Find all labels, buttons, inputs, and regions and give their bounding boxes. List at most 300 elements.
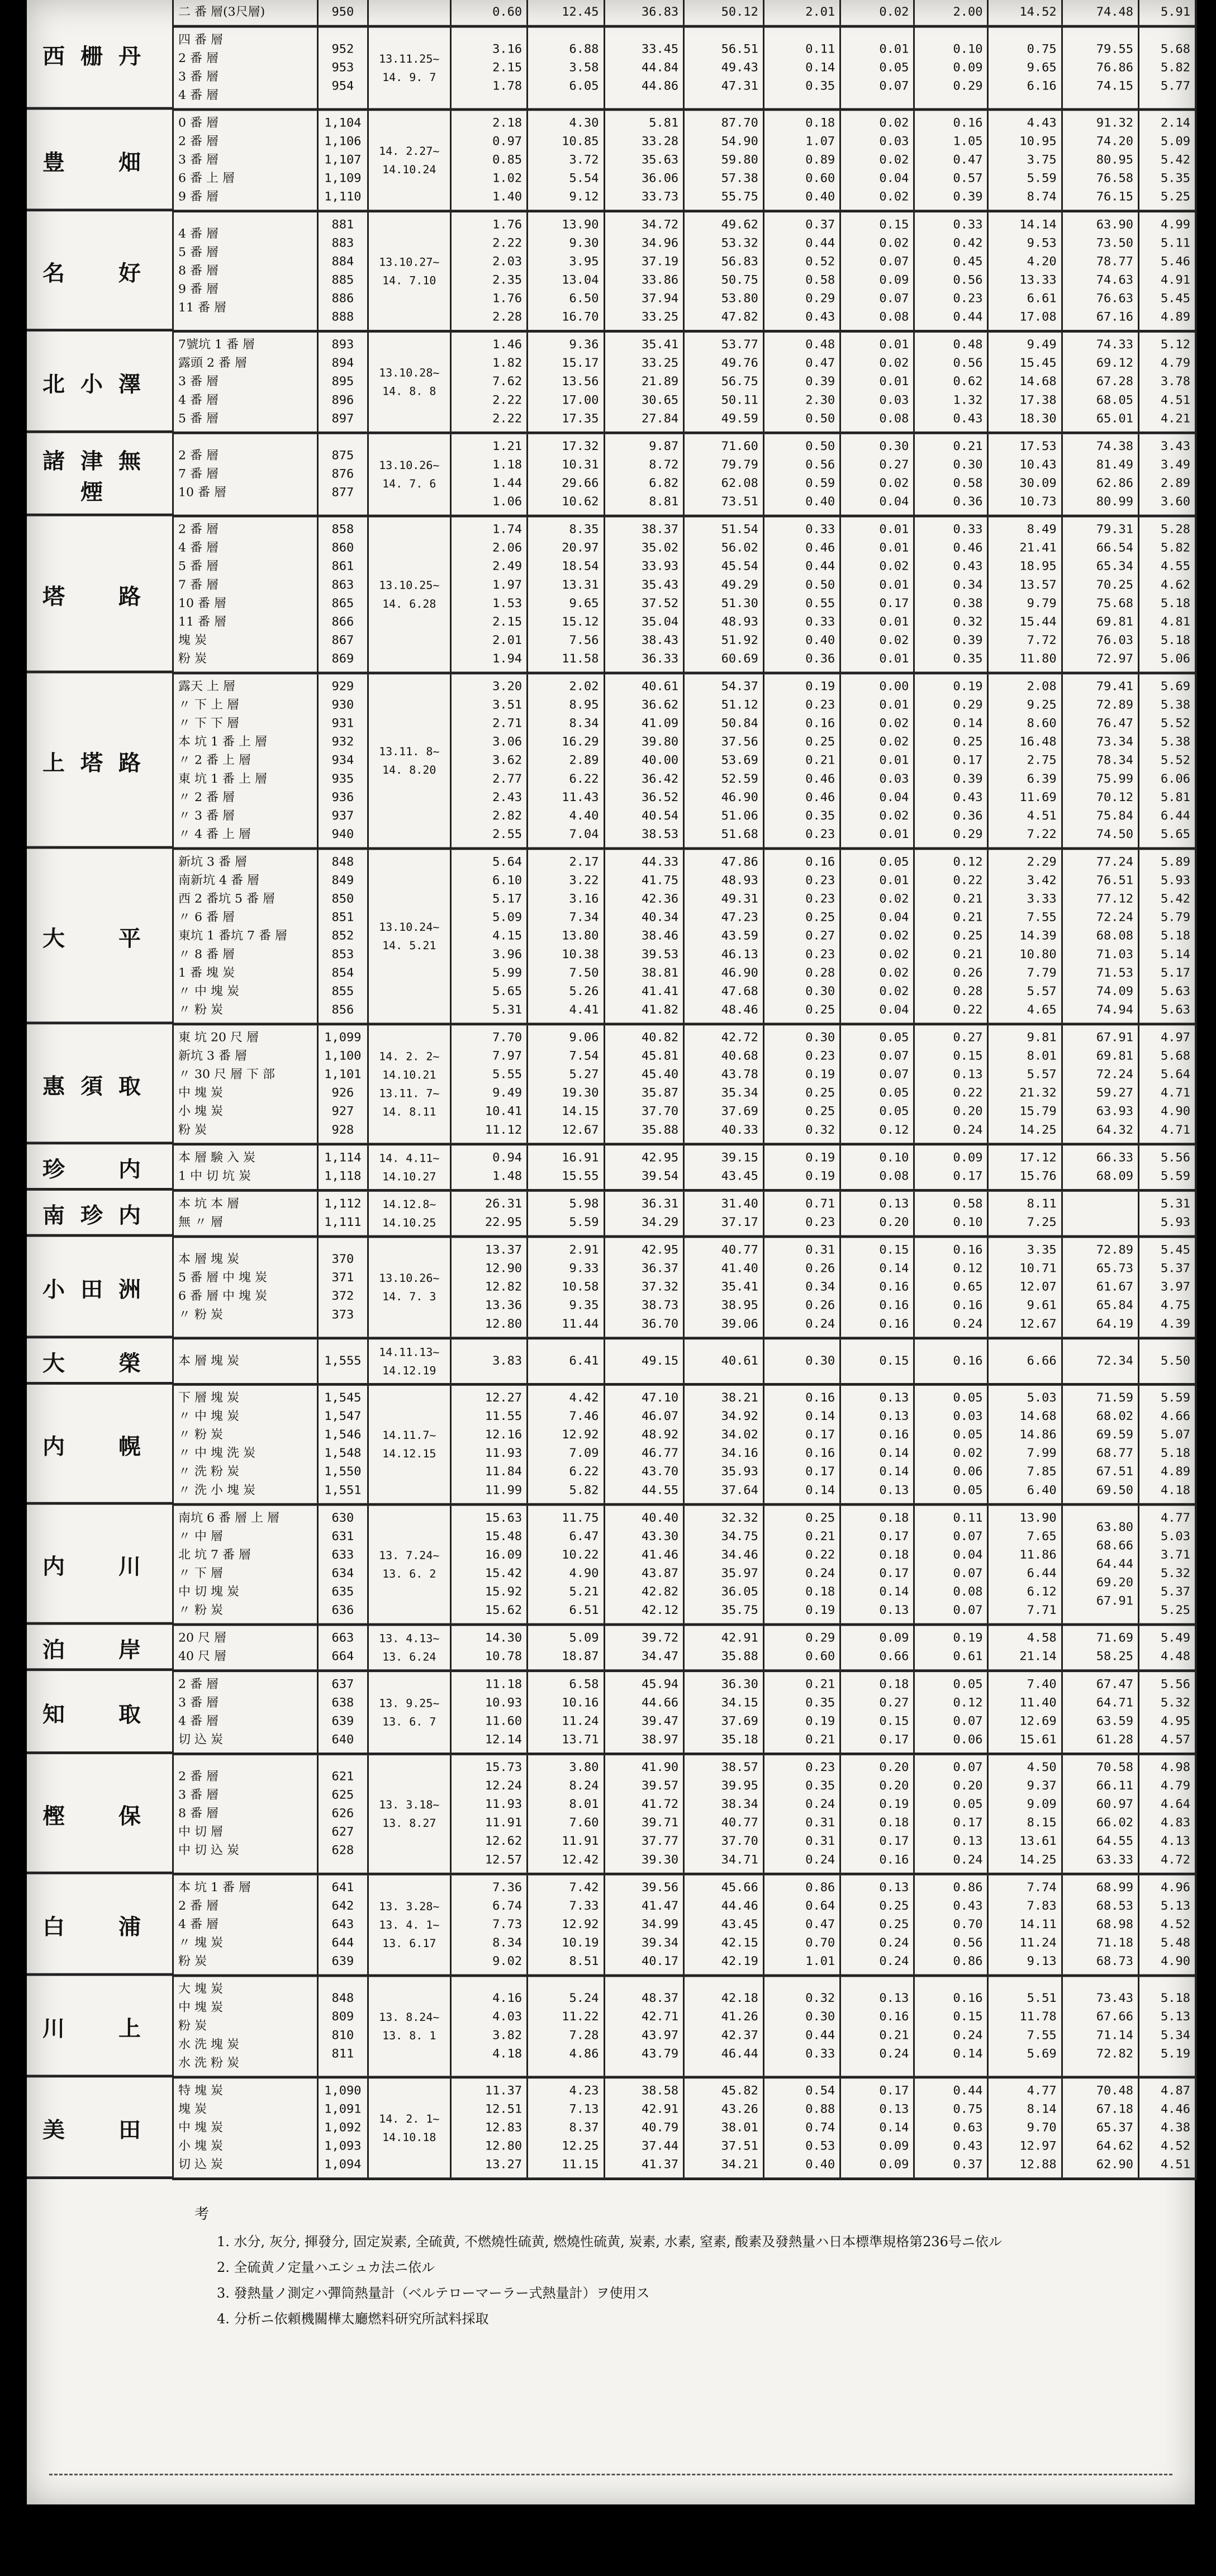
sampling-date-cell: 14.11.7~ 14.12.15 (368, 1384, 450, 1504)
site-name-label: 珍 内 (42, 1156, 156, 1182)
table-row (173, 211, 1195, 332)
analysis-value-cell: 5.49 4.48 (1138, 1625, 1195, 1671)
analysis-value-cell: 0.33 0.46 0.43 0.34 0.38 0.32 0.39 0.35 (914, 516, 988, 673)
analysis-value-cell: 0.17 0.13 0.14 0.09 0.09 (840, 2077, 914, 2179)
site-divider (27, 1382, 172, 1385)
site-divider (27, 329, 172, 332)
analysis-value-cell: 0.15 (840, 1338, 914, 1385)
sample-layer-cell: 0 番 層 2 番 層 3 番 層 6 番 上 層 9 番 層 (173, 110, 318, 211)
analysis-value-cell: 0.16 0.15 0.24 0.14 (914, 1976, 988, 2077)
analysis-value-cell: 15.73 12.24 11.93 11.91 12.62 12.57 (450, 1754, 527, 1874)
analysis-value-cell: 42.95 36.37 37.32 38.73 36.70 (604, 1237, 684, 1338)
analysis-value-cell: 2.29 3.42 3.33 7.55 14.39 10.80 7.79 5.57 4.65 (988, 849, 1062, 1024)
table-row (173, 1237, 1195, 1338)
analysis-value-cell: 40.40 43.30 41.46 43.87 42.82 42.12 (604, 1504, 684, 1625)
analysis-value-cell: 0.48 0.56 0.62 1.32 0.43 (914, 331, 988, 433)
analysis-value-cell: 0.05 0.07 0.07 0.05 0.05 0.12 (840, 1024, 914, 1144)
analysis-value-cell: 11.37 12.51 12.83 12.80 13.27 (450, 2077, 527, 2179)
analysis-value-cell: 49.62 53.32 56.83 50.75 53.80 47.82 (684, 211, 764, 332)
site-name-label: 南珍内 (42, 1202, 156, 1228)
analysis-value-cell: 3.43 3.49 2.89 3.60 (1138, 433, 1195, 516)
analysis-table-frame (27, 0, 1197, 2180)
sample-layer-cell: 2 番 層 4 番 層 5 番 層 7 番 層 10 番 層 11 番 層 塊 炭 粉 炭 (173, 516, 318, 673)
sampling-date-cell: 13. 3.28~ 13. 4. 1~ 13. 6.17 (368, 1874, 450, 1976)
sample-number-cell: 881 883 884 885 886 888 (317, 211, 368, 332)
site-name-label: 泊 岸 (42, 1636, 156, 1663)
analysis-value-cell: 5.56 5.59 (1138, 1144, 1195, 1191)
sample-number-cell: 952 953 954 (317, 26, 368, 110)
sample-layer-cell: 露天 上 層 〃 下 上 層 〃 下 下 層 本 坑 1 番 上 層 〃 2 番 上 層 東 坑 1 番 上 層 〃 2 番 層 〃 3 番 層 〃 4 番 上 層 (173, 673, 318, 849)
sampling-date-cell: 14.11.13~ 14.12.19 (368, 1338, 450, 1385)
analysis-value-cell: 0.00 0.01 0.02 0.02 0.01 0.03 0.04 0.02 0.01 (840, 673, 914, 849)
analysis-value-cell: 48.37 42.71 43.97 43.79 (604, 1976, 684, 2077)
analysis-value-cell: 0.58 0.10 (914, 1190, 988, 1237)
sampling-date-cell: 13.11. 8~ 14. 8.20 (368, 673, 450, 849)
analysis-value-cell: 0.11 0.14 0.35 (763, 26, 840, 110)
analysis-value-cell: 4.77 8.14 9.70 12.97 12.88 (988, 2077, 1062, 2179)
analysis-value-cell: 7.74 7.83 14.11 11.24 9.13 (988, 1874, 1062, 1976)
analysis-value-cell: 45.94 44.66 39.47 38.97 (604, 1671, 684, 1754)
analysis-value-cell: 4.96 5.13 4.52 5.48 4.90 (1138, 1874, 1195, 1976)
table-row (173, 1144, 1195, 1191)
analysis-value-cell: 74.38 81.49 62.86 80.99 (1062, 433, 1138, 516)
table-row (173, 0, 1195, 26)
analysis-value-cell: 70.48 67.18 65.37 64.62 62.90 (1062, 2077, 1138, 2179)
sample-layer-cell: 2 番 層 7 番 層 10 番 層 (173, 433, 318, 516)
analysis-value-cell: 5.51 11.78 7.55 5.69 (988, 1976, 1062, 2077)
note-line-1: 1. 水分, 灰分, 揮發分, 固定炭素, 全硫黄, 不燃燒性硫黄, 燃燒性硫黄, 炭素, 水素, 窒素, 酸素及發熱量ハ日本標準規格第236号ニ依ル (217, 2234, 1002, 2250)
site-name-label: 内 川 (42, 1554, 156, 1579)
analysis-value-cell: 0.02 (840, 0, 914, 26)
analysis-value-cell: 47.86 48.93 49.31 47.23 43.59 46.13 46.90 47.68 48.46 (684, 849, 764, 1024)
analysis-value-cell: 72.89 65.73 61.67 65.84 64.19 (1062, 1237, 1138, 1338)
analysis-value-cell: 79.41 72.89 76.47 73.34 78.34 75.99 70.12 75.84 74.50 (1062, 673, 1138, 849)
site-divider (27, 1973, 172, 1976)
analysis-value-cell: 77.24 76.51 77.12 72.24 68.08 71.03 71.53 74.09 74.94 (1062, 849, 1138, 1024)
analysis-value-cell: 14.14 9.53 4.20 13.33 6.61 17.08 (988, 211, 1062, 332)
sample-layer-cell: 2 番 層 3 番 層 4 番 層 切 込 炭 (173, 1671, 318, 1754)
analysis-value-cell: 0.60 (450, 0, 527, 26)
coal-analysis-table (172, 0, 1195, 2180)
analysis-value-cell: 11.18 10.93 11.60 12.14 (450, 1671, 527, 1754)
analysis-value-cell: 51.54 56.02 45.54 49.29 51.30 48.93 51.92 60.69 (684, 516, 764, 673)
site-name-label: 知 取 (42, 1701, 156, 1727)
note-line-2: 2. 全硫黄ノ定量ハエシュカ法ニ依ル (217, 2260, 435, 2275)
analysis-value-cell: 71.59 68.02 69.59 68.77 67.51 69.50 (1062, 1384, 1138, 1504)
analysis-value-cell: 5.64 6.10 5.17 5.09 4.15 3.96 5.99 5.65 5.31 (450, 849, 527, 1024)
table-row (173, 1024, 1195, 1144)
sample-number-cell: 950 (317, 0, 368, 26)
table-row (173, 1671, 1195, 1754)
site-divider (27, 1188, 172, 1191)
analysis-value-cell: 36.30 34.15 37.69 35.18 (684, 1671, 764, 1754)
analysis-value-cell: 6.58 10.16 11.24 13.71 (528, 1671, 604, 1754)
analysis-value-cell: 5.89 5.93 5.42 5.79 5.18 5.14 5.17 5.63 5.63 (1138, 849, 1195, 1024)
analysis-value-cell: 50.12 (684, 0, 764, 26)
site-name-label: 美 田 (42, 2117, 156, 2143)
analysis-value-cell: 4.98 4.79 4.64 4.83 4.13 4.72 (1138, 1754, 1195, 1874)
sampling-date-cell: 14. 2. 2~ 14.10.21 13.11. 7~ 14. 8.11 (368, 1024, 450, 1144)
analysis-value-cell: 3.35 10.71 12.07 9.61 12.67 (988, 1237, 1062, 1338)
analysis-value-cell: 0.18 1.07 0.89 0.60 0.40 (763, 110, 840, 211)
site-divider (27, 1872, 172, 1874)
analysis-value-cell: 12.27 11.55 12.16 11.93 11.84 11.99 (450, 1384, 527, 1504)
analysis-value-cell: 0.09 0.17 (914, 1144, 988, 1191)
site-name-label: 小田洲 (42, 1276, 156, 1303)
analysis-value-cell: 2.02 8.95 8.34 16.29 2.89 6.22 11.43 4.40 7.04 (528, 673, 604, 849)
analysis-value-cell: 0.19 0.19 (763, 1144, 840, 1191)
analysis-value-cell: 45.66 44.46 43.45 42.15 42.19 (684, 1874, 764, 1976)
site-divider (27, 1142, 172, 1144)
sampling-date-cell: 14.12.8~ 14.10.25 (368, 1190, 450, 1237)
analysis-value-cell: 0.11 0.07 0.04 0.07 0.08 0.07 (914, 1504, 988, 1625)
analysis-value-cell: 70.58 66.11 60.97 66.02 64.55 63.33 (1062, 1754, 1138, 1874)
table-row (173, 1190, 1195, 1237)
analysis-value-cell: 0.31 0.26 0.34 0.26 0.24 (763, 1237, 840, 1338)
site-divider (27, 1022, 172, 1025)
site-name-label: 内 幌 (42, 1433, 156, 1460)
analysis-value-cell: 9.06 7.54 5.27 19.30 14.15 12.67 (528, 1024, 604, 1144)
sample-number-cell: 641 642 643 644 639 (317, 1874, 368, 1976)
table-row (173, 849, 1195, 1024)
analysis-value-cell: 0.18 0.17 0.18 0.17 0.14 0.13 (840, 1504, 914, 1625)
analysis-value-cell: 0.01 0.02 0.01 0.03 0.08 (840, 331, 914, 433)
analysis-value-cell: 0.32 0.30 0.44 0.33 (763, 1976, 840, 2077)
analysis-value-cell: 0.27 0.15 0.13 0.22 0.20 0.24 (914, 1024, 988, 1144)
analysis-value-cell: 91.32 74.20 80.95 76.58 76.15 (1062, 110, 1138, 211)
analysis-value-cell: 0.15 0.14 0.16 0.16 0.16 (840, 1237, 914, 1338)
analysis-value-cell: 42.18 41.26 42.37 46.44 (684, 1976, 764, 2077)
sampling-date-cell: 13. 9.25~ 13. 6. 7 (368, 1671, 450, 1754)
sample-number-cell: 1,545 1,547 1,546 1,548 1,550 1,551 (317, 1384, 368, 1504)
analysis-value-cell: 79.31 66.54 65.34 70.25 75.68 69.81 76.03 72.97 (1062, 516, 1138, 673)
analysis-value-cell: 68.99 68.53 68.98 71.18 68.73 (1062, 1874, 1138, 1976)
analysis-value-cell: 9.87 8.72 6.82 8.81 (604, 433, 684, 516)
site-name-label: 豊 畑 (42, 149, 156, 176)
sampling-date-cell: 13. 7.24~ 13. 6. 2 (368, 1504, 450, 1625)
analysis-value-cell: 6.88 3.58 6.05 (528, 26, 604, 110)
analysis-value-cell: 4.50 9.37 9.09 8.15 13.61 14.25 (988, 1754, 1062, 1874)
analysis-value-cell: 5.98 5.59 (528, 1190, 604, 1237)
analysis-value-cell: 5.24 11.22 7.28 4.86 (528, 1976, 604, 2077)
analysis-value-cell: 63.90 73.50 78.77 74.63 76.63 67.16 (1062, 211, 1138, 332)
analysis-value-cell: 42.91 35.88 (684, 1625, 764, 1671)
analysis-value-cell: 5.59 4.66 5.07 5.18 4.89 4.18 (1138, 1384, 1195, 1504)
analysis-value-cell: 73.43 67.66 71.14 72.82 (1062, 1976, 1138, 2077)
analysis-value-cell: 9.49 15.45 14.68 17.38 18.30 (988, 331, 1062, 433)
sample-layer-cell: 二 番 層(3尺層) (173, 0, 318, 26)
sample-number-cell: 875 876 877 (317, 433, 368, 516)
analysis-value-cell: 5.69 5.38 5.52 5.38 5.52 6.06 5.81 6.44 5.65 (1138, 673, 1195, 849)
note-line-4: 4. 分析ニ依頼機關樺太廳燃料研究所試料採取 (217, 2311, 489, 2327)
site-name-label: 諸津無煙 (42, 448, 156, 505)
site-name-label: 川 上 (42, 2015, 156, 2042)
analysis-value-cell: 0.54 0.88 0.74 0.53 0.40 (763, 2077, 840, 2179)
analysis-value-cell: 4.58 21.14 (988, 1625, 1062, 1671)
table-row (173, 2077, 1195, 2179)
analysis-value-cell: 2.00 (914, 0, 988, 26)
analysis-value-cell: 34.72 34.96 37.19 33.86 37.94 33.25 (604, 211, 684, 332)
analysis-value-cell: 0.30 (763, 1338, 840, 1385)
document-sheet (27, 0, 1195, 2504)
analysis-value-cell: 2.14 5.09 5.42 5.35 5.25 (1138, 110, 1195, 211)
analysis-value-cell: 9.81 8.01 5.57 21.32 15.79 14.25 (988, 1024, 1062, 1144)
analysis-value-cell: 5.91 (1138, 0, 1195, 26)
site-divider (27, 1622, 172, 1625)
analysis-value-cell: 0.02 0.03 0.02 0.04 0.02 (840, 110, 914, 211)
analysis-value-cell: 36.31 34.29 (604, 1190, 684, 1237)
table-row (173, 1338, 1195, 1385)
analysis-value-cell: 0.13 0.13 0.16 0.14 0.14 0.13 (840, 1384, 914, 1504)
sample-layer-cell: 南坑 6 番 層 上 層 〃 中 層 北 坑 7 番 層 〃 下 層 中 切 塊 炭 〃 粉 炭 (173, 1504, 318, 1625)
analysis-value-cell: 56.51 49.43 47.31 (684, 26, 764, 110)
analysis-value-cell: 17.53 10.43 30.09 10.73 (988, 433, 1062, 516)
analysis-value-cell: 8.11 7.25 (988, 1190, 1062, 1237)
analysis-value-cell: 41.90 39.57 41.72 39.71 37.77 39.30 (604, 1754, 684, 1874)
analysis-value-cell: 72.34 (1062, 1338, 1138, 1385)
analysis-value-cell: 0.94 1.48 (450, 1144, 527, 1191)
sampling-date-cell: 13.11.25~ 14. 9. 7 (368, 26, 450, 110)
site-divider (27, 514, 172, 517)
analysis-value-cell: 0.16 (914, 1338, 988, 1385)
site-name-label: 北小澤 (42, 371, 156, 397)
analysis-value-cell: 13.90 9.30 3.95 13.04 6.50 16.70 (528, 211, 604, 332)
analysis-value-cell: 14.30 10.78 (450, 1625, 527, 1671)
sampling-date-cell: 14. 2. 1~ 14.10.18 (368, 2077, 450, 2179)
analysis-value-cell: 0.16 0.23 0.23 0.25 0.27 0.23 0.28 0.30 0.25 (763, 849, 840, 1024)
site-divider (27, 1234, 172, 1237)
analysis-value-cell: 47.10 46.07 48.92 46.77 43.70 44.55 (604, 1384, 684, 1504)
site-name-label: 大 榮 (42, 1350, 156, 1376)
analysis-value-cell: 0.09 0.66 (840, 1625, 914, 1671)
analysis-value-cell: 0.50 0.56 0.59 0.40 (763, 433, 840, 516)
analysis-value-cell: 5.68 5.82 5.77 (1138, 26, 1195, 110)
analysis-value-cell: 3.20 3.51 2.71 3.06 3.62 2.77 2.43 2.82 2.55 (450, 673, 527, 849)
site-name-label: 白 浦 (42, 1914, 156, 1940)
table-row (173, 1874, 1195, 1976)
analysis-value-cell: 33.45 44.84 44.86 (604, 26, 684, 110)
analysis-value-cell: 36.83 (604, 0, 684, 26)
analysis-value-cell: 0.71 0.23 (763, 1190, 840, 1237)
table-row (173, 1384, 1195, 1504)
analysis-value-cell: 5.50 (1138, 1338, 1195, 1385)
site-divider (27, 209, 172, 211)
analysis-value-cell: 0.13 0.25 0.25 0.24 0.24 (840, 1874, 914, 1976)
analysis-value-cell: 0.13 0.20 (840, 1190, 914, 1237)
sample-layer-cell: 20 尺 層 40 尺 層 (173, 1625, 318, 1671)
analysis-value-cell: 0.13 0.16 0.21 0.24 (840, 1976, 914, 2077)
analysis-value-cell: 7.42 7.33 12.92 10.19 8.51 (528, 1874, 604, 1976)
sample-layer-cell: 本 層 塊 炭 (173, 1338, 318, 1385)
site-name-label: 名 好 (42, 260, 156, 286)
analysis-value-cell: 4.30 10.85 3.72 5.54 9.12 (528, 110, 604, 211)
analysis-value-cell: 5.09 18.87 (528, 1625, 604, 1671)
analysis-value-cell: 0.01 0.05 0.07 (840, 26, 914, 110)
sample-number-cell: 1,114 1,118 (317, 1144, 368, 1191)
analysis-value-cell: 0.33 0.46 0.44 0.50 0.55 0.33 0.40 0.36 (763, 516, 840, 673)
analysis-value-cell: 5.31 5.93 (1138, 1190, 1195, 1237)
analysis-value-cell: 40.82 45.81 45.40 35.87 37.70 35.88 (604, 1024, 684, 1144)
analysis-value-cell: 0.86 0.64 0.47 0.70 1.01 (763, 1874, 840, 1976)
sample-layer-cell: 下 層 塊 炭 〃 中 塊 炭 〃 粉 炭 〃 中 塊 洗 炭 〃 洗 粉 炭 〃 洗 小 塊 炭 (173, 1384, 318, 1504)
sample-number-cell: 663 664 (317, 1625, 368, 1671)
sampling-date-cell: 13. 4.13~ 13. 6.24 (368, 1625, 450, 1671)
analysis-value-cell: 35.41 33.25 21.89 30.65 27.84 (604, 331, 684, 433)
analysis-value-cell: 0.10 0.08 (840, 1144, 914, 1191)
sampling-date-cell: 13. 3.18~ 13. 8.27 (368, 1754, 450, 1874)
analysis-value-cell: 63.80 68.66 64.44 69.20 67.91 (1062, 1504, 1138, 1625)
analysis-value-cell: 6.41 (528, 1338, 604, 1385)
sampling-date-cell: 13.10.25~ 14. 6.28 (368, 516, 450, 673)
analysis-value-cell: 0.19 0.23 0.16 0.25 0.21 0.46 0.46 0.35 0.23 (763, 673, 840, 849)
analysis-value-cell: 2.01 (763, 0, 840, 26)
analysis-value-cell: 71.60 79.79 62.08 73.51 (684, 433, 764, 516)
analysis-value-cell: 32.32 34.75 34.46 35.97 36.05 35.75 (684, 1504, 764, 1625)
analysis-value-cell: 39.15 43.45 (684, 1144, 764, 1191)
sample-number-cell: 370 371 372 373 (317, 1237, 368, 1338)
note-line-3: 3. 發熱量ノ測定ハ彈筒熱量計（ベルテローマーラー式熱量計）ヲ使用ス (217, 2285, 650, 2301)
analysis-value-cell: 31.40 37.17 (684, 1190, 764, 1237)
analysis-value-cell: 0.25 0.21 0.22 0.24 0.18 0.19 (763, 1504, 840, 1625)
notes-section (194, 2203, 1178, 2332)
analysis-value-cell: 0.23 0.35 0.24 0.31 0.31 0.24 (763, 1754, 840, 1874)
sample-layer-cell: 4 番 層 5 番 層 8 番 層 9 番 層 11 番 層 (173, 211, 318, 332)
sample-number-cell: 630 631 633 634 635 636 (317, 1504, 368, 1625)
analysis-value-cell: 5.18 5.13 5.34 5.19 (1138, 1976, 1195, 2077)
analysis-value-cell: 4.99 5.11 5.46 4.91 5.45 4.89 (1138, 211, 1195, 332)
sample-number-cell: 1,112 1,111 (317, 1190, 368, 1237)
table-row (173, 110, 1195, 211)
table-row (173, 1976, 1195, 2077)
sample-layer-cell: 2 番 層 3 番 層 8 番 層 中 切 層 中 切 込 炭 (173, 1754, 318, 1874)
analysis-value-cell: 0.16 0.12 0.65 0.16 0.24 (914, 1237, 988, 1338)
sample-number-cell: 929 930 931 932 934 935 936 937 940 (317, 673, 368, 849)
analysis-value-cell: 3.80 8.24 8.01 7.60 11.91 12.42 (528, 1754, 604, 1874)
analysis-value-cell: 45.82 43.26 38.01 37.51 34.21 (684, 2077, 764, 2179)
site-divider (27, 846, 172, 849)
sampling-date-cell (368, 0, 450, 26)
sample-layer-cell: 四 番 層 2 番 層 3 番 層 4 番 層 (173, 26, 318, 110)
analysis-value-cell: 0.20 0.20 0.19 0.18 0.17 0.16 (840, 1754, 914, 1874)
analysis-value-cell: 0.21 0.35 0.19 0.21 (763, 1671, 840, 1754)
analysis-value-cell: 40.77 41.40 35.41 38.95 39.06 (684, 1237, 764, 1338)
sampling-date-cell: 14. 2.27~ 14.10.24 (368, 110, 450, 211)
page-bottom-rule (49, 2474, 1172, 2475)
sampling-date-cell: 13.10.27~ 14. 7.10 (368, 211, 450, 332)
sampling-date-cell: 13.10.26~ 14. 7. 6 (368, 433, 450, 516)
analysis-value-cell: 7.36 6.74 7.73 8.34 9.02 (450, 1874, 527, 1976)
sample-number-cell: 848 849 850 851 852 853 854 855 856 (317, 849, 368, 1024)
analysis-value-cell: 12.45 (528, 0, 604, 26)
sample-layer-cell: 東 坑 20 尺 層 新坑 3 番 層 〃 30 尺 層 下 部 中 塊 炭 小 塊 炭 粉 炭 (173, 1024, 318, 1144)
analysis-value-cell: 5.12 4.79 3.78 4.51 4.21 (1138, 331, 1195, 433)
analysis-value-cell: 1.74 2.06 2.49 1.97 1.53 2.15 2.01 1.94 (450, 516, 527, 673)
analysis-value-cell: 0.75 9.65 6.16 (988, 26, 1062, 110)
sample-layer-cell: 特 塊 炭 塊 炭 中 塊 炭 小 塊 炭 切 込 炭 (173, 2077, 318, 2179)
analysis-value-cell: 7.40 11.40 12.69 15.61 (988, 1671, 1062, 1754)
sample-number-cell: 848 809 810 811 (317, 1976, 368, 2077)
analysis-value-cell: 4.97 5.68 5.64 4.71 4.90 4.71 (1138, 1024, 1195, 1144)
analysis-value-cell: 2.91 9.33 10.58 9.35 11.44 (528, 1237, 604, 1338)
analysis-value-cell: 3.16 2.15 1.78 (450, 26, 527, 110)
analysis-value-cell: 5.28 5.82 4.55 4.62 5.18 4.81 5.18 5.06 (1138, 516, 1195, 673)
analysis-value-cell: 1.76 2.22 2.03 2.35 1.76 2.28 (450, 211, 527, 332)
analysis-value-cell: 16.91 15.55 (528, 1144, 604, 1191)
site-name-column (27, 0, 174, 2143)
analysis-value-cell: 38.21 34.92 34.02 34.16 35.93 37.64 (684, 1384, 764, 1504)
analysis-value-cell: 5.03 14.68 14.86 7.99 7.85 6.40 (988, 1384, 1062, 1504)
analysis-value-cell: 0.10 0.09 0.29 (914, 26, 988, 110)
analysis-value-cell: 4.87 4.46 4.38 4.52 4.51 (1138, 2077, 1195, 2179)
analysis-value-cell: 40.61 (684, 1338, 764, 1385)
site-divider (27, 1336, 172, 1338)
analysis-value-cell: 0.86 0.43 0.70 0.56 0.86 (914, 1874, 988, 1976)
analysis-value-cell: 53.77 49.76 56.75 50.11 49.59 (684, 331, 764, 433)
sampling-date-cell: 13.10.28~ 14. 8. 8 (368, 331, 450, 433)
analysis-value-cell: 42.95 39.54 (604, 1144, 684, 1191)
sampling-date-cell: 14. 4.11~ 14.10.27 (368, 1144, 450, 1191)
table-row (173, 1625, 1195, 1671)
sample-number-cell: 621 625 626 627 628 (317, 1754, 368, 1874)
site-divider (27, 430, 172, 433)
sample-number-cell: 637 638 639 640 (317, 1671, 368, 1754)
analysis-value-cell: 0.21 0.30 0.58 0.36 (914, 433, 988, 516)
analysis-value-cell: 8.49 21.41 18.95 13.57 9.79 15.44 7.72 11.80 (988, 516, 1062, 673)
analysis-value-cell: 42.72 40.68 43.78 35.34 37.69 40.33 (684, 1024, 764, 1144)
analysis-value-cell: 8.35 20.97 18.54 13.31 9.65 15.12 7.56 11.58 (528, 516, 604, 673)
analysis-value-cell: 17.12 15.76 (988, 1144, 1062, 1191)
analysis-value-cell: 13.37 12.90 12.82 13.36 12.80 (450, 1237, 527, 1338)
table-row (173, 1504, 1195, 1625)
analysis-value-cell: 66.33 68.09 (1062, 1144, 1138, 1191)
sample-layer-cell: 本 坑 1 番 層 2 番 層 4 番 層 〃 塊 炭 粉 炭 (173, 1874, 318, 1976)
analysis-value-cell: 5.81 33.28 35.63 36.06 33.73 (604, 110, 684, 211)
sample-number-cell: 1,090 1,091 1,092 1,093 1,094 (317, 2077, 368, 2179)
analysis-value-cell: 38.57 39.95 38.34 40.77 37.70 34.71 (684, 1754, 764, 1874)
analysis-value-cell: 74.33 69.12 67.28 68.05 65.01 (1062, 331, 1138, 433)
analysis-value-cell: 0.30 0.27 0.02 0.04 (840, 433, 914, 516)
analysis-value-cell: 13.90 7.65 11.86 6.44 6.12 7.71 (988, 1504, 1062, 1625)
analysis-value-cell: 6.66 (988, 1338, 1062, 1385)
sampling-date-cell: 13. 8.24~ 13. 8. 1 (368, 1976, 450, 2077)
analysis-value-cell: 0.30 0.23 0.19 0.25 0.25 0.32 (763, 1024, 840, 1144)
analysis-value-cell (1062, 1190, 1138, 1237)
analysis-value-cell: 38.37 35.02 33.93 35.43 37.52 35.04 38.43 36.33 (604, 516, 684, 673)
analysis-value-cell: 4.42 7.46 12.92 7.09 6.22 5.82 (528, 1384, 604, 1504)
analysis-value-cell: 2.08 9.25 8.60 16.48 2.75 6.39 11.69 4.51 7.22 (988, 673, 1062, 849)
analysis-value-cell: 54.37 51.12 50.84 37.56 53.69 52.59 46.90 51.06 51.68 (684, 673, 764, 849)
analysis-value-cell: 7.70 7.97 5.55 9.49 10.41 11.12 (450, 1024, 527, 1144)
table-row (173, 26, 1195, 110)
analysis-value-cell: 0.33 0.42 0.45 0.56 0.23 0.44 (914, 211, 988, 332)
site-divider (27, 107, 172, 110)
site-name-label: 西栅丹 (42, 44, 156, 69)
analysis-value-cell: 5.45 5.37 3.97 4.75 4.39 (1138, 1237, 1195, 1338)
site-divider (27, 1502, 172, 1505)
sample-layer-cell: 新坑 3 番 層 南新坑 4 番 層 西 2 番坑 5 番 層 〃 6 番 層 東坑 1 番坑 7 番 層 〃 8 番 層 1 番 塊 炭 〃 中 塊 炭 〃 粉 炭 (173, 849, 318, 1024)
analysis-value-cell: 67.91 69.81 72.24 59.27 63.93 64.32 (1062, 1024, 1138, 1144)
analysis-value-cell: 17.32 10.31 29.66 10.62 (528, 433, 604, 516)
sample-number-cell: 1,555 (317, 1338, 368, 1385)
sample-number-cell: 1,099 1,100 1,101 926 927 928 (317, 1024, 368, 1144)
site-name-label: 塔 路 (42, 584, 156, 609)
analysis-value-cell: 71.69 58.25 (1062, 1625, 1138, 1671)
table-row (173, 433, 1195, 516)
analysis-value-cell: 0.18 0.27 0.15 0.17 (840, 1671, 914, 1754)
analysis-value-cell: 0.05 0.12 0.07 0.06 (914, 1671, 988, 1754)
analysis-value-cell: 0.16 0.14 0.17 0.16 0.17 0.14 (763, 1384, 840, 1504)
analysis-value-cell: 44.33 41.75 42.36 40.34 38.46 39.53 38.81 41.41 41.82 (604, 849, 684, 1024)
